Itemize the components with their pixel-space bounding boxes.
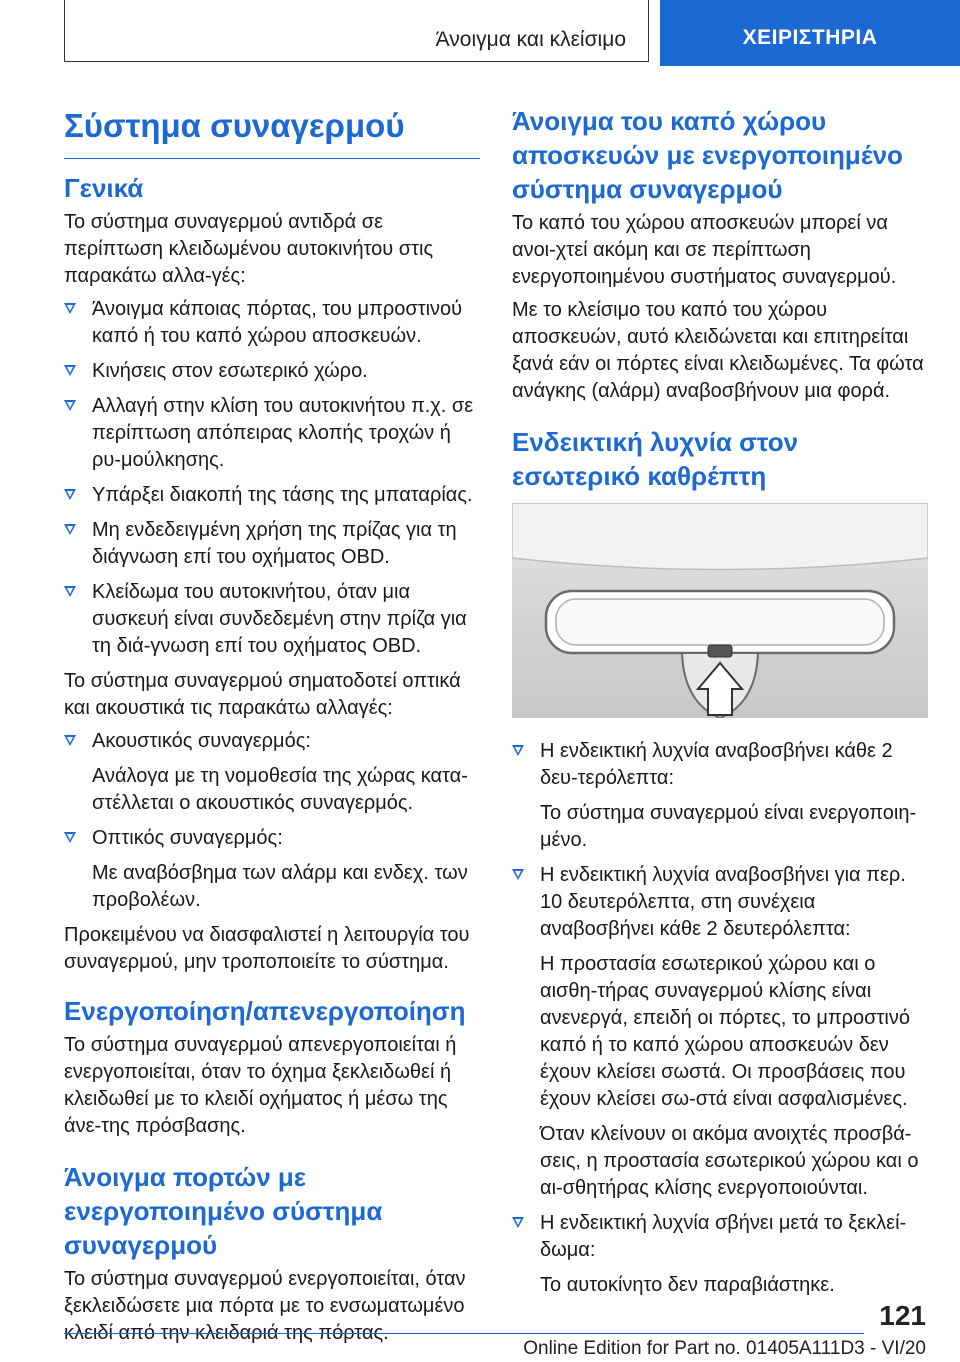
page-number: 121 (879, 1300, 926, 1331)
list-item: Μη ενδεδειγμένη χρήση της πρίζας για τη διάγνωση επί του οχήματος OBD. (64, 517, 480, 571)
list-item-detail: Με αναβόσβημα των αλάρμ και ενδεχ. των προβολέων. (92, 862, 468, 911)
general-heading: Γενικά (64, 173, 144, 203)
header-chapter-tab: ΧΕΙΡΙΣΤΗΡΙΑ (660, 0, 960, 66)
triangle-bullet-icon (64, 489, 76, 500)
triangle-bullet-icon (512, 745, 524, 756)
list-item: Άνοιγμα κάποιας πόρτας, του μπροστινού καπό ή του καπό χώρου αποσκευών. (64, 296, 480, 350)
triangle-bullet-icon (64, 400, 76, 411)
page-title: Σύστημα συναγερμού (64, 107, 405, 144)
triangle-bullet-icon (64, 586, 76, 597)
footer-rule (64, 1333, 864, 1334)
list-item: Κινήσεις στον εσωτερικό χώρο. (64, 358, 480, 385)
left-column (64, 100, 480, 1353)
triangle-bullet-icon (512, 869, 524, 880)
doors-text: Το σύστημα συναγερμού ενεργοποιείται, όταν ξεκλειδώσετε μια πόρτα με το ενσωματωμένο κλειδί από την κλειδαριά της πόρτας. (64, 1268, 466, 1344)
list-item-detail: Το σύστημα συναγερμού είναι ενεργοποιη-μένο. (540, 802, 917, 851)
list-item: Κλείδωμα του αυτοκινήτου, όταν μια συσκευή είναι συνδεδεμένη στην πρίζα για τη διά-γνωση επί του οχήματος OBD. (64, 579, 480, 660)
signals-intro: Το σύστημα συναγερμού σηματοδοτεί οπτικά και ακουστικά τις παρακάτω αλλαγές: (64, 670, 461, 719)
header-section-title: Άνοιγμα και κλείσιμο (435, 28, 626, 51)
title-rule (64, 158, 480, 159)
doors-heading: Άνοιγμα πορτών με ενεργοποιημένο σύστημα συναγερμού (64, 1162, 383, 1260)
activation-text: Το σύστημα συναγερμού απενεργοποιείται ή ενεργοποιείται, όταν το όχημα ξεκλειδωθεί ή κλειδωθεί με το κλειδί οχήματος ή μέσω της άνε-της πρόσβασης. (64, 1034, 457, 1137)
signal-list (64, 728, 480, 914)
mirror-drawing (512, 503, 928, 718)
triangle-bullet-icon (512, 1217, 524, 1228)
page-header (0, 0, 960, 66)
rearview-mirror-illustration (512, 503, 928, 718)
list-item-detail: Το αυτοκίνητο δεν παραβιάστηκε. (540, 1274, 835, 1296)
triangle-bullet-icon (64, 365, 76, 376)
triangle-bullet-icon (64, 735, 76, 746)
right-column (512, 100, 928, 1307)
list-item-detail: Όταν κλείνουν οι ακόμα ανοιχτές προσβά-σεις, η προστασία εσωτερικού χώρου και ο αι-σθητήρας κλίσης ενεργοποιούνται. (540, 1123, 919, 1199)
list-item: Η ενδεικτική λυχνία αναβοσβήνει για περ. 10 δευτερόλεπτα, στη συνέχεια αναβοσβήνει κάθε 2 δευτερόλεπτα: (512, 862, 928, 943)
footer-edition: Online Edition for Part no. 01405A111D3 - VI/20 (523, 1338, 926, 1359)
triangle-bullet-icon (64, 303, 76, 314)
list-item: Η ενδεικτική λυχνία σβήνει μετά το ξεκλεί-δωμα: (512, 1210, 928, 1264)
list-item: Η ενδεικτική λυχνία αναβοσβήνει κάθε 2 δευ-τερόλεπτα: (512, 738, 928, 792)
list-item-detail: Ανάλογα με τη νομοθεσία της χώρας κατα-στέλλεται ο ακουστικός συναγερμός. (92, 765, 468, 814)
indicator-heading: Ενδεικτική λυχνία στον εσωτερικό καθρέπτη (512, 427, 799, 491)
general-intro: Το σύστημα συναγερμού αντιδρά σε περίπτωση κλειδωμένου αυτοκινήτου στις παρακάτω αλλα-γές: (64, 211, 434, 287)
list-item: Ακουστικός συναγερμός: (64, 728, 480, 755)
triangle-bullet-icon (64, 832, 76, 843)
list-item: Οπτικός συναγερμός: (64, 825, 480, 852)
trunk-heading: Άνοιγμα του καπό χώρου αποσκευών με ενεργοποιημένο σύστημα συναγερμού (512, 106, 903, 204)
modification-note: Προκειμένου να διασφαλιστεί η λειτουργία του συναγερμού, μην τροποποιείτε το σύστημα. (64, 924, 470, 973)
activation-heading: Ενεργοποίηση/απενεργοποίηση (64, 996, 466, 1026)
list-item: Αλλαγή στην κλίση του αυτοκινήτου π.χ. σε περίπτωση απόπειρας κλοπής τροχών ή ρυ-μούλκησης. (64, 393, 480, 474)
triangle-bullet-icon (64, 524, 76, 535)
list-item-detail: Η προστασία εσωτερικού χώρου και ο αισθη-τήρας συναγερμού κλίσης είναι ανενεργά, επειδή οι πόρτες, το μπροστινό καπό ή το καπό χώρου αποσκευών δεν έχουν κλείσει σωστά. Οι προσβάσεις που έχουν κλείσει σω-στά είναι ασφαλισμένες. (540, 953, 910, 1110)
list-item: Υπάρξει διακοπή της τάσης της μπαταρίας. (64, 482, 480, 509)
trunk-text-1: Το καπό του χώρου αποσκευών μπορεί να ανοι-χτεί ακόμη και σε περίπτωση ενεργοποιημένου συστήματος συναγερμού. (512, 212, 897, 288)
trigger-list (64, 296, 480, 660)
indicator-list (512, 738, 928, 1299)
header-section-box (64, 0, 649, 62)
trunk-text-2: Με το κλείσιμο του καπό του χώρου αποσκευών, αυτό κλειδώνεται και επιτηρείται ξανά εάν οι πόρτες είναι κλειδωμένες. Τα φώτα ανάγκης (αλάρμ) αναβοσβήνουν μια φορά. (512, 299, 924, 402)
